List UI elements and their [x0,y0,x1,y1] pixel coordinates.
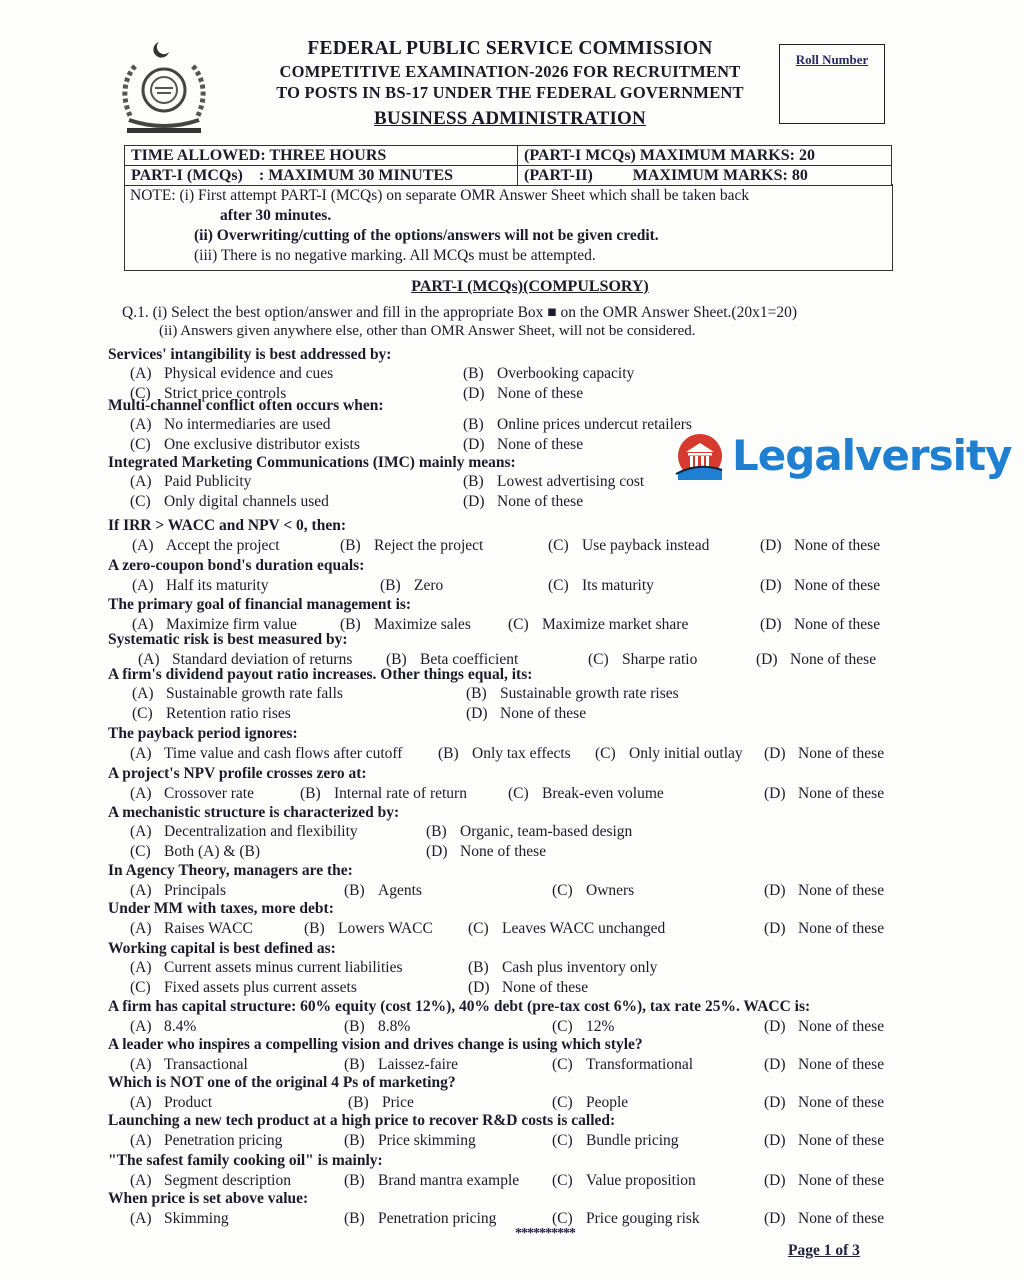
option-letter: (D) [764,1094,786,1111]
question-17-option-a [130,1094,212,1112]
watermark-text: Legalversity [732,431,1012,480]
option-letter: (C) [548,577,569,594]
option-text: 12% [586,1018,615,1035]
question-3-option-d [463,493,583,511]
question-15-option-a [130,1018,196,1036]
page-number: Page 1 of 3 [788,1242,860,1259]
option-letter: (B) [300,785,321,802]
question-1-option-b [463,365,634,383]
option-text: Current assets minus current liabilities [164,959,403,976]
question-3: Integrated Marketing Communications (IMC) mainly means: [108,454,516,471]
question-15-option-c [552,1018,614,1036]
question-19-option-c [552,1172,696,1190]
option-letter: (D) [760,577,782,594]
option-letter: (B) [340,616,361,633]
option-letter: (A) [130,1210,152,1227]
option-letter: (D) [764,745,786,762]
question-10-option-c [508,785,664,803]
fpsc-emblem-icon [105,38,223,138]
question-16-option-d [764,1056,884,1074]
instruction-line-1: Q.1. (i) Select the best option/answer and fill in the appropriate Box ■ on the OMR Answer Sheet.(20x1=20) [122,304,797,321]
question-4-option-b [340,537,483,555]
option-letter: (B) [344,1018,365,1035]
option-letter: (A) [130,1018,152,1035]
question-6-option-d [760,616,880,634]
option-letter: (A) [130,882,152,899]
option-letter: (A) [130,823,152,840]
option-letter: (A) [130,920,152,937]
option-text: Price skimming [378,1132,476,1149]
option-letter: (C) [552,1172,573,1189]
option-text: Price [382,1094,414,1111]
question-16-option-c [552,1056,693,1074]
option-letter: (D) [764,1056,786,1073]
option-letter: (C) [588,651,609,668]
option-text: None of these [798,920,885,937]
option-text: Accept the project [166,537,280,554]
option-letter: (D) [764,1172,786,1189]
option-text: Brand mantra example [378,1172,520,1189]
question-6: The primary goal of financial management is: [108,596,412,613]
option-text: None of these [798,745,885,762]
option-text: None of these [798,1094,885,1111]
option-text: Maximize sales [374,616,471,633]
option-letter: (A) [132,616,154,633]
question-19-option-a [130,1172,291,1190]
question-20: When price is set above value: [108,1190,309,1207]
option-letter: (A) [132,577,154,594]
option-text: Value proposition [586,1172,696,1189]
option-text: Lowers WACC [338,920,433,937]
option-text: None of these [497,385,584,402]
question-16-option-a [130,1056,248,1074]
option-text: Sustainable growth rate falls [166,685,343,702]
part1-marks: (PART-I MCQs) MAXIMUM MARKS: 20 [518,146,892,166]
time-allowed: TIME ALLOWED: THREE HOURS [125,146,518,166]
option-text: Fixed assets plus current assets [164,979,357,996]
option-letter: (D) [764,920,786,937]
part-title: PART-I (MCQs)(COMPULSORY) [411,278,649,295]
option-text: Laissez-faire [378,1056,459,1073]
question-17-option-b [348,1094,414,1112]
question-17-option-c [552,1094,628,1112]
option-text: Bundle pricing [586,1132,679,1149]
option-letter: (B) [463,473,484,490]
question-10: A project's NPV profile crosses zero at: [108,765,367,782]
option-text: Online prices undercut retailers [497,416,692,433]
question-11: A mechanistic structure is characterized by: [108,804,400,821]
option-letter: (D) [756,651,778,668]
question-2-option-b [463,416,692,434]
option-text: None of these [790,651,877,668]
option-text: Only digital channels used [164,493,329,510]
note-line-1: NOTE: (i) First attempt PART-I (MCQs) on separate OMR Answer Sheet which shall be taken back [130,187,750,204]
option-text: Agents [378,882,422,899]
question-20-option-a [130,1210,229,1228]
question-8-option-b [466,685,679,703]
option-text: 8.4% [164,1018,197,1035]
question-12: In Agency Theory, managers are the: [108,862,353,879]
question-5-option-c [548,577,654,595]
option-text: Sustainable growth rate rises [500,685,679,702]
option-letter: (A) [130,785,152,802]
note-box [124,184,893,271]
question-18-option-a [130,1132,282,1150]
instructions [122,304,902,340]
question-2-option-c [130,436,360,454]
option-text: Only tax effects [472,745,571,762]
question-10-option-b [300,785,467,803]
part1-time: PART-I (MCQs) : MAXIMUM 30 MINUTES [125,166,518,186]
option-letter: (A) [130,473,152,490]
option-text: Maximize market share [542,616,689,633]
option-letter: (B) [468,959,489,976]
option-letter: (D) [466,705,488,722]
question-14-option-d [468,979,588,997]
option-letter: (A) [130,1056,152,1073]
option-text: Only initial outlay [629,745,743,762]
question-11-option-a [130,823,358,841]
option-letter: (C) [130,979,151,996]
option-text: Crossover rate [164,785,254,802]
exam-title-line2: TO POSTS IN BS-17 UNDER THE FEDERAL GOVERNMENT [276,83,744,102]
option-letter: (C) [552,1132,573,1149]
option-text: No intermediaries are used [164,416,331,433]
instruction-line-2: (ii) Answers given anywhere else, other than OMR Answer Sheet, will not be considered. [159,323,696,339]
option-text: Beta coefficient [420,651,519,668]
option-text: Its maturity [582,577,654,594]
option-letter: (C) [548,537,569,554]
option-letter: (B) [344,882,365,899]
question-9: The payback period ignores: [108,725,298,742]
question-2-option-d [463,436,583,454]
option-text: Retention ratio rises [166,705,291,722]
question-20-option-d [764,1210,884,1228]
option-letter: (A) [138,651,160,668]
option-letter: (D) [463,493,485,510]
legalversity-watermark [674,430,1012,482]
option-text: Internal rate of return [334,785,467,802]
question-15-option-b [344,1018,410,1036]
question-18-option-b [344,1132,476,1150]
question-17-option-d [764,1094,884,1112]
question-13-option-d [764,920,884,938]
roll-number-box[interactable] [779,44,885,124]
end-marker: ********** [515,1226,575,1241]
option-letter: (D) [760,537,782,554]
option-letter: (D) [764,882,786,899]
question-8-option-a [132,685,343,703]
option-text: Break-even volume [542,785,664,802]
question-14: Working capital is best defined as: [108,940,336,957]
option-text: One exclusive distributor exists [164,436,360,453]
option-text: Overbooking capacity [497,365,635,382]
option-letter: (D) [468,979,490,996]
option-text: Transformational [586,1056,694,1073]
option-text: Organic, team-based design [460,823,633,840]
question-5-option-d [760,577,880,595]
question-11-option-b [426,823,632,841]
question-18-option-c [552,1132,679,1150]
question-1-option-a [130,365,333,383]
option-letter: (D) [764,1210,786,1227]
question-19-option-d [764,1172,884,1190]
question-13-option-b [304,920,433,938]
question-8-option-d [466,705,586,723]
question-1: Services' intangibility is best addressed by: [108,346,392,363]
option-letter: (C) [130,843,151,860]
option-text: None of these [497,493,584,510]
option-text: None of these [798,1018,885,1035]
question-13-option-c [468,920,665,938]
option-letter: (B) [386,651,407,668]
option-letter: (C) [468,920,489,937]
option-letter: (D) [760,616,782,633]
option-letter: (B) [344,1172,365,1189]
option-text: Paid Publicity [164,473,252,490]
question-7: Systematic risk is best measured by: [108,631,348,648]
question-5-option-b [380,577,443,595]
question-16-option-b [344,1056,458,1074]
question-13-option-a [130,920,253,938]
option-letter: (A) [132,685,154,702]
option-text: Maximize firm value [166,616,297,633]
option-letter: (B) [426,823,447,840]
option-text: None of these [798,785,885,802]
option-text: Reject the project [374,537,484,554]
option-letter: (A) [130,1094,152,1111]
subject-title: BUSINESS ADMINISTRATION [374,108,646,129]
option-text: Decentralization and flexibility [164,823,358,840]
option-text: Lowest advertising cost [497,473,645,490]
option-letter: (A) [132,537,154,554]
option-text: Product [164,1094,213,1111]
option-text: Leaves WACC unchanged [502,920,666,937]
option-text: Time value and cash flows after cutoff [164,745,403,762]
option-letter: (C) [552,882,573,899]
option-text: Cash plus inventory only [502,959,658,976]
question-3-option-c [130,493,329,511]
option-letter: (C) [595,745,616,762]
option-text: People [586,1094,629,1111]
option-letter: (D) [764,785,786,802]
option-text: Price gouging risk [586,1210,700,1227]
option-text: None of these [502,979,589,996]
option-letter: (A) [130,959,152,976]
question-3-option-b [463,473,644,491]
option-letter: (D) [764,1018,786,1035]
option-text: 8.8% [378,1018,411,1035]
option-letter: (B) [340,537,361,554]
question-14-option-b [468,959,657,977]
question-9-option-a [130,745,402,763]
option-letter: (C) [552,1094,573,1111]
option-text: Segment description [164,1172,291,1189]
question-5: A zero-coupon bond's duration equals: [108,557,365,574]
question-12-option-c [552,882,634,900]
option-letter: (A) [130,1172,152,1189]
question-8-option-c [132,705,291,723]
option-letter: (D) [463,385,485,402]
question-16: A leader who inspires a compelling vision and drives change is using which style? [108,1036,643,1053]
note-line-4: (iii) There is no negative marking. All MCQs must be attempted. [194,247,596,264]
question-9-option-b [438,745,571,763]
question-9-option-c [595,745,743,763]
question-2-option-a [130,416,331,434]
question-10-option-a [130,785,254,803]
question-19: "The safest family cooking oil" is mainly: [108,1152,383,1169]
option-text: Raises WACC [164,920,253,937]
option-letter: (D) [463,436,485,453]
option-letter: (B) [304,920,325,937]
question-11-option-c [130,843,260,861]
option-letter: (A) [130,745,152,762]
question-6-option-c [508,616,688,634]
option-text: None of these [798,1056,885,1073]
question-6-option-b [340,616,471,634]
part2-marks: (PART-II) MAXIMUM MARKS: 80 [518,166,892,186]
option-letter: (B) [463,365,484,382]
question-4: If IRR > WACC and NPV < 0, then: [108,517,346,534]
question-8: A firm's dividend payout ratio increases. Other things equal, its: [108,666,533,683]
question-14-option-c [130,979,357,997]
question-7-option-c [588,651,697,669]
option-text: None of these [497,436,584,453]
option-text: Physical evidence and cues [164,365,334,382]
question-7-option-d [756,651,876,669]
option-text: None of these [500,705,587,722]
option-text: None of these [798,1210,885,1227]
option-text: Standard deviation of returns [172,651,353,668]
option-letter: (A) [130,1132,152,1149]
question-1-option-d [463,385,583,403]
question-20-option-b [344,1210,496,1228]
option-text: Penetration pricing [164,1132,283,1149]
roll-number-label: Roll Number [795,52,869,67]
option-text: Transactional [164,1056,248,1073]
option-letter: (B) [344,1210,365,1227]
question-15-option-d [764,1018,884,1036]
option-text: None of these [798,882,885,899]
option-text: Owners [586,882,635,899]
option-text: Zero [414,577,444,594]
question-5-option-a [132,577,268,595]
courthouse-icon [674,432,726,480]
question-18: Launching a new tech product at a high price to recover R&D costs is called: [108,1112,616,1129]
question-13: Under MM with taxes, more debt: [108,900,334,917]
question-12-option-d [764,882,884,900]
option-text: Half its maturity [166,577,269,594]
question-19-option-b [344,1172,519,1190]
option-text: Sharpe ratio [622,651,698,668]
option-text: None of these [798,1132,885,1149]
question-17: Which is NOT one of the original 4 Ps of marketing? [108,1074,456,1091]
commission-title: FEDERAL PUBLIC SERVICE COMMISSION [307,38,713,59]
question-9-option-d [764,745,884,763]
option-text: None of these [794,616,881,633]
option-text: Penetration pricing [378,1210,497,1227]
option-text: Skimming [164,1210,229,1227]
option-letter: (C) [130,493,151,510]
option-text: None of these [460,843,547,860]
note-line-2: after 30 minutes. [220,207,332,224]
question-12-option-b [344,882,422,900]
question-11-option-d [426,843,546,861]
option-text: Principals [164,882,226,899]
question-2: Multi-channel conflict often occurs when: [108,397,384,414]
option-letter: (B) [438,745,459,762]
option-text: None of these [794,537,881,554]
option-text: None of these [794,577,881,594]
option-letter: (B) [344,1056,365,1073]
option-letter: (C) [130,436,151,453]
option-letter: (C) [130,385,151,402]
option-text: Strict price controls [164,385,287,402]
option-letter: (B) [463,416,484,433]
question-4-option-d [760,537,880,555]
option-letter: (A) [130,365,152,382]
question-10-option-d [764,785,884,803]
option-letter: (C) [508,785,529,802]
option-text: Both (A) & (B) [164,843,261,860]
exam-title-line1: COMPETITIVE EXAMINATION-2026 FOR RECRUITMENT [279,62,741,81]
question-3-option-a [130,473,251,491]
question-4-option-c [548,537,709,555]
option-text: None of these [798,1172,885,1189]
option-letter: (C) [552,1210,573,1227]
option-letter: (D) [426,843,448,860]
option-letter: (B) [380,577,401,594]
option-letter: (C) [508,616,529,633]
option-letter: (A) [130,416,152,433]
question-12-option-a [130,882,226,900]
marks-table [124,145,892,186]
question-4-option-a [132,537,280,555]
option-letter: (C) [552,1018,573,1035]
question-15: A firm has capital structure: 60% equity (cost 12%), 40% debt (pre-tax cost 6%), tax rate 25%. WACC is: [108,998,811,1015]
option-letter: (B) [344,1132,365,1149]
option-letter: (C) [552,1056,573,1073]
question-18-option-d [764,1132,884,1150]
question-14-option-a [130,959,402,977]
option-letter: (D) [764,1132,786,1149]
option-letter: (B) [466,685,487,702]
option-text: Use payback instead [582,537,710,554]
option-letter: (B) [348,1094,369,1111]
note-line-3: (ii) Overwriting/cutting of the options/answers will not be given credit. [194,227,659,244]
option-letter: (C) [132,705,153,722]
